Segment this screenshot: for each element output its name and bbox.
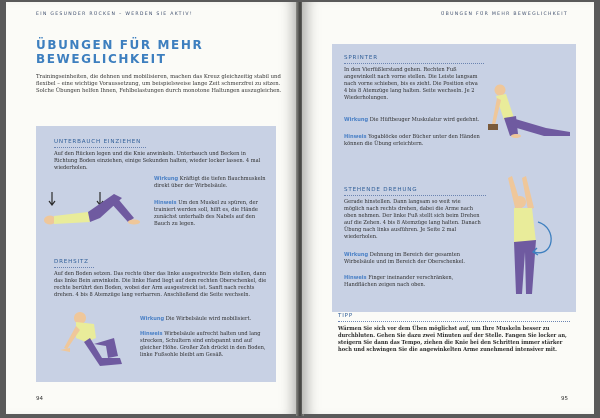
running-head-left: EIN GESUNDER RÜCKEN – WERDEN SIE AKTIV!	[36, 12, 194, 17]
hinweis-label: Hinweis	[140, 331, 163, 337]
section-heading: STEHENDE DREHUNG	[344, 187, 418, 193]
figure-seated-twist	[50, 308, 140, 374]
tip-heading: TIPP	[338, 313, 354, 319]
page-number: 94	[36, 396, 43, 402]
tip-text: Wärmen Sie sich vor dem Üben möglichst auf, um Ihre Muskeln besser zu durchbluten. Gehen Sie dazu zwei Minuten auf der Stelle. Fangen Sie locker an, steigern Sie dann das Tempo, ziehen die Knie bei den Schritten immer stärker hoch und schwingen Sie die angewinkelten Arme zunehmend intensiver mit.	[338, 326, 567, 354]
wirkung-text: Wirkung Kräftigt die tiefen Bauchmuskeln direkt über der Wirbelsäule.	[154, 176, 266, 190]
heading-rule	[54, 267, 94, 268]
figure-sprinter-lunge	[486, 78, 574, 150]
hinweis-text: Hinweis Um den Muskel zu spüren, der trainiert werden soll, hilft es, die Hände zunächst unterhalb des Nabels auf den Bauch zu legen.	[154, 200, 258, 228]
page-title: ÜBUNGEN FÜR MEHR BEWEGLICHKEIT	[36, 38, 204, 66]
heading-rule	[344, 195, 486, 196]
page-number: 95	[561, 396, 568, 402]
hinweis-text: Hinweis Yogablöcke oder Bücher unter den Händen können die Übung erleichtern.	[344, 134, 480, 148]
intro-paragraph: Trainingseinheiten, die dehnen und mobilisieren, machen das Kreuz gleichzeitig stabil und flexibel – eine wichtige Voraussetzung, um beispielsweise lange Zeit schmerzfrei zu sitzen. Solche Übungen helfen Ihnen, Fehlbelastungen durch monotone Haltungen auszugleichen.	[36, 74, 282, 95]
heading-rule	[338, 321, 570, 322]
right-page	[302, 2, 594, 414]
hinweis-label: Hinweis	[154, 200, 177, 206]
wirkung-label: Wirkung	[344, 252, 369, 258]
wirkung-text: Wirkung Dehnung im Bereich der gesamten Wirbelsäule und im Bereich der Oberschenkel.	[344, 252, 466, 266]
section-heading: UNTERBAUCH EINZIEHEN	[54, 139, 142, 145]
hinweis-text: Hinweis Finger ineinander verschränken, Handflächen zeigen nach oben.	[344, 275, 454, 289]
exercise-text: Auf den Boden setzen. Das rechte über das linke ausgestreckte Bein stellen, dann das linke Bein anwinkeln. Die linke Hand liegt auf dem rechten Oberschenkel, die rechte berührt den Boden, wobei der Arm ausgestreckt ist. Sanft nach rechts drehen. 4 bis 8 Atemzüge lang verharren. Anschließend die Seite wechseln.	[54, 271, 267, 299]
wirkung-text: Wirkung Die Hüftbeuger Muskulatur wird gedehnt.	[344, 117, 480, 123]
figure-lying-pelvic-tilt	[42, 188, 150, 230]
figure-standing-twist	[498, 172, 560, 300]
left-page	[6, 2, 298, 414]
wirkung-text: Wirkung Die Wirbelsäule wird mobilisiert.	[140, 316, 252, 322]
exercise-text: In den Vierfüßlerstand gehen. Rechten Fuß angewinkelt nach vorne stellen. Die Leiste langsam nach vorne schieben, bis es zieht. Die Position etwa 4 bis 8 Atemzüge lang halten. Seite wechseln. Je 2 Wiederholungen.	[344, 67, 478, 102]
running-head-right: ÜBUNGEN FÜR MEHR BEWEGLICHKEIT	[440, 12, 568, 17]
hinweis-label: Hinweis	[344, 275, 367, 281]
hinweis-text: Hinweis Wirbelsäule aufrecht halten und lang strecken, Schultern sind entspannt und auf gleicher Höhe. Großer Zeh drückt in den Boden, linke Fußsohle bleibt am Gesäß.	[140, 331, 266, 359]
wirkung-label: Wirkung	[140, 316, 165, 322]
heading-rule	[344, 63, 484, 64]
exercise-text: Gerade hinstellen. Dann langsam so weit wie möglich nach rechts drehen, dabei die Arme nach oben nehmen. Der linke Fuß stellt sich beim Drehen auf die Zehen. 4 bis 8 Atemzüge lang halten. Danach Übung nach links ausführen. Je Seite 2 mal wiederholen.	[344, 199, 481, 241]
section-heading: SPRINTER	[344, 55, 378, 61]
wirkung-label: Wirkung	[344, 117, 369, 123]
exercise-text: Auf den Rücken legen und die Knie anwinkeln. Unterbauch und Becken in Richtung Boden einziehen, einige Sekunden halten, wieder locker lassen. 4 mal wiederholen.	[54, 151, 261, 172]
section-heading: DREHSITZ	[54, 259, 89, 265]
heading-rule	[54, 147, 146, 148]
book-spread	[6, 2, 594, 416]
wirkung-label: Wirkung	[154, 176, 179, 182]
hinweis-label: Hinweis	[344, 134, 367, 140]
